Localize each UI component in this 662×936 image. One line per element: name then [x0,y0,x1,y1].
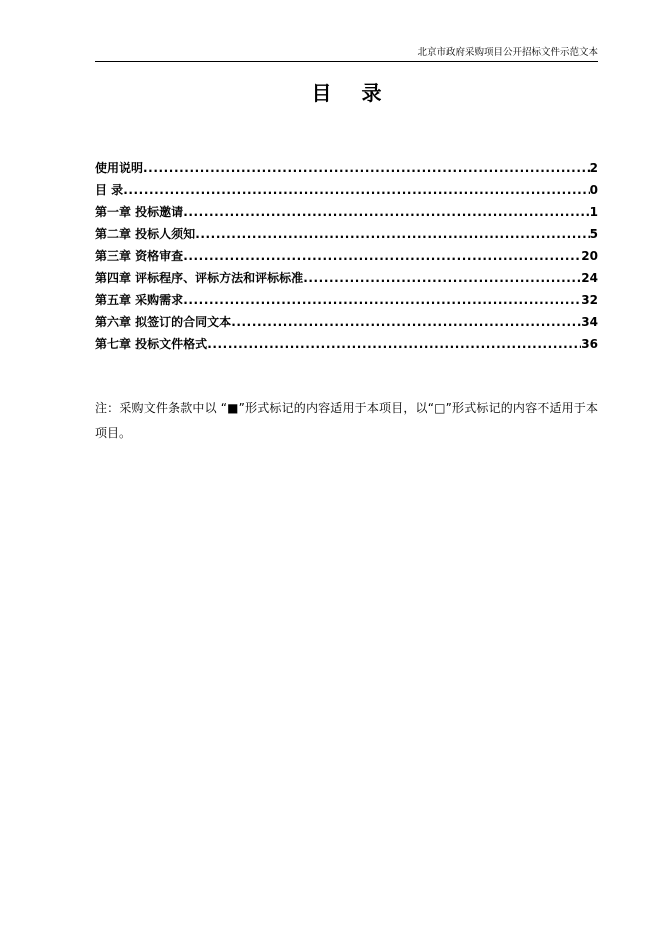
toc-entry-chapter-4[interactable] [95,267,598,289]
toc-leader-dots [195,223,589,245]
toc-entry-label: 第五章 采购需求 [95,293,184,307]
toc-leader-dots [183,289,581,311]
running-title: 北京市政府采购项目公开招标文件示范文本 [417,47,598,58]
toc-leader-dots [123,179,589,201]
toc-entry-label: 目 录 [95,183,124,197]
toc-entry-page: 36 [581,337,598,351]
toc-entry-page: 1 [589,205,598,219]
toc-entry-page: 0 [589,183,598,197]
toc-entry-label: 第六章 拟签订的合同文本 [95,315,232,329]
toc-leader-dots [183,201,589,223]
toc-entry-page: 20 [581,249,598,263]
toc-entry-label: 第四章 评标程序、评标方法和评标标准 [95,271,304,285]
toc-entry-usage-notes[interactable] [95,157,598,179]
toc-entry-page: 34 [581,315,598,329]
toc-entry-contents[interactable] [95,179,598,201]
toc-leader-dots [231,311,581,333]
toc-entry-chapter-1[interactable] [95,201,598,223]
toc-entry-label: 第二章 投标人须知 [95,227,196,241]
toc-entry-chapter-5[interactable] [95,289,598,311]
usage-note: 注：采购文件条款中以 “■”形式标记的内容适用于本项目，以“□”形式标记的内容不适用于本项目。 [95,401,598,440]
toc-entry-page: 2 [589,161,598,175]
page-title: 目录 [311,81,412,105]
table-of-contents [95,157,598,355]
toc-entry-chapter-3[interactable] [95,245,598,267]
toc-entry-label: 使用说明 [95,161,144,175]
toc-entry-page: 5 [589,227,598,241]
toc-entry-label: 第七章 投标文件格式 [95,337,208,351]
toc-leader-dots [143,157,590,179]
page-header [95,47,598,62]
toc-entry-chapter-2[interactable] [95,223,598,245]
toc-entry-chapter-6[interactable] [95,311,598,333]
toc-entry-label: 第一章 投标邀请 [95,205,184,219]
toc-leader-dots [207,333,581,355]
toc-leader-dots [183,245,581,267]
toc-entry-page: 32 [581,293,598,307]
toc-entry-page: 24 [581,271,598,285]
toc-entry-chapter-7[interactable] [95,333,598,355]
toc-leader-dots [303,267,581,289]
toc-entry-label: 第三章 资格审查 [95,249,184,263]
